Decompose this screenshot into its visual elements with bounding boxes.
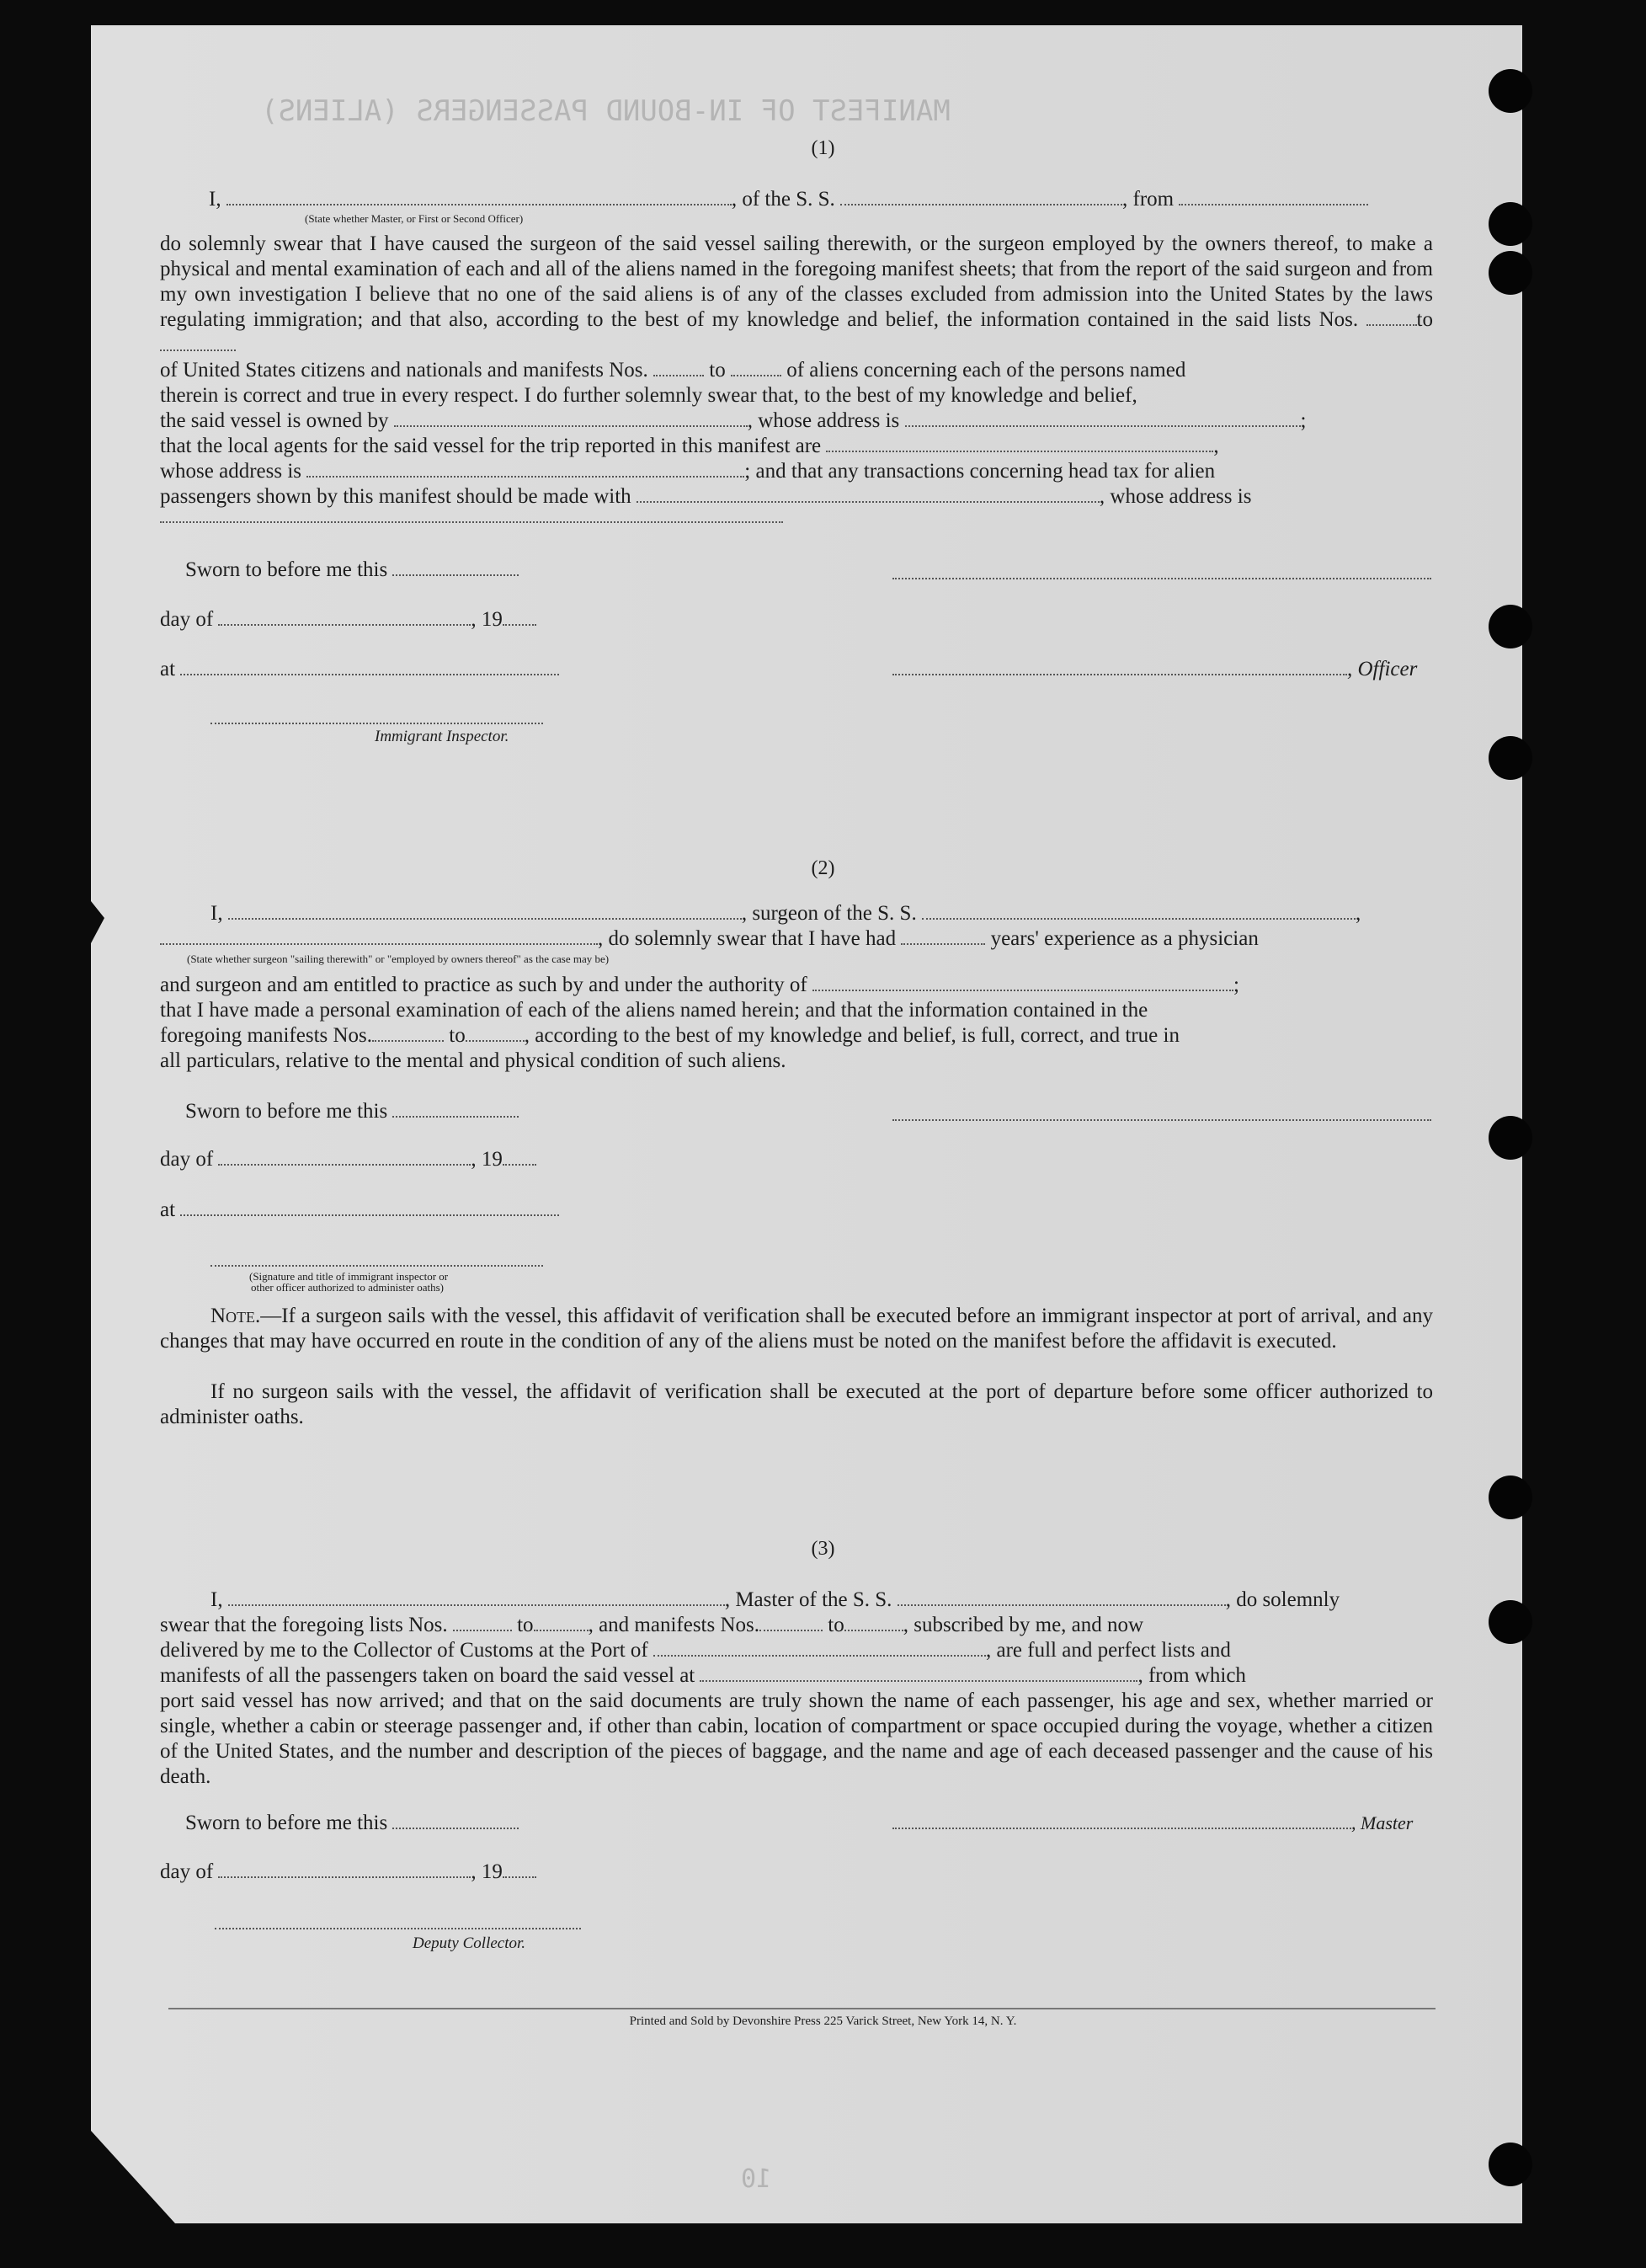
s3-manifests-all-line (160, 1663, 1246, 1689)
punch-hole (1489, 202, 1532, 246)
s2-swear-line (160, 926, 1259, 952)
s2-manifests-to-blank[interactable] (466, 1025, 525, 1042)
s1-at: at (160, 658, 176, 680)
punch-hole (1489, 736, 1532, 780)
s1-officer-blank[interactable] (226, 189, 732, 205)
s1-master-signature-blank[interactable] (892, 576, 1431, 579)
s1-at-line (160, 657, 559, 682)
s3-subscribed: , subscribed by me, and now (903, 1614, 1144, 1636)
s3-deputy-label: Deputy Collector. (413, 1934, 526, 1952)
s2-at: at (160, 1198, 176, 1221)
s1-lists-from-blank[interactable] (1366, 309, 1417, 326)
s1-manifests-to-blank[interactable] (731, 360, 781, 376)
s1-agents: that the local agents for the said vessel for the trip reported in this manifest are (160, 435, 822, 457)
s3-sworn: Sworn to before me this (185, 1812, 388, 1834)
s2-year: , 19 (471, 1148, 503, 1171)
s1-correct-line: therein is correct and true in every respect. I do further solemnly swear that, to the best of my knowledge and belief, (160, 384, 1137, 407)
s1-whose: , whose address is (747, 409, 900, 432)
s3-manifests-from-blank[interactable] (759, 1614, 823, 1631)
s1-day-of: day of (160, 608, 214, 631)
s3-year-blank[interactable] (503, 1861, 536, 1878)
s1-sworn-blank[interactable] (392, 559, 519, 576)
s1-head-tax: ; and that any transactions concerning head tax for alien (744, 460, 1216, 483)
s3-day-line (160, 1860, 536, 1885)
s1-officer-label: , Officer (1347, 658, 1418, 680)
s2-vessel-blank[interactable] (922, 903, 1356, 920)
punch-hole (1489, 605, 1532, 648)
s1-owned: the said vessel is owned by (160, 409, 389, 432)
s2-note2-paragraph: If no surgeon sails with the vessel, the affidavit of verification shall be executed at the port of departure before some officer authorized to administer oaths. (160, 1380, 1433, 1428)
s2-intro-line: I, , surgeon of the S. S. , (210, 902, 1361, 925)
s3-master-label: , Master (1351, 1812, 1414, 1833)
s1-vessel-blank[interactable] (840, 189, 1122, 205)
s1-to: to (1416, 308, 1433, 331)
s2-years-blank[interactable] (901, 928, 985, 945)
s1-whose2-line (160, 459, 1215, 484)
s1-address-blank[interactable] (160, 520, 783, 523)
s2-i: I, (210, 902, 223, 925)
s1-agents-address-blank[interactable] (306, 461, 744, 478)
s2-day-line (160, 1147, 536, 1172)
s3-master-signature-blank[interactable] (892, 1812, 1351, 1829)
s2-authority-blank[interactable] (812, 974, 1233, 991)
s3-lists-from-blank[interactable] (453, 1614, 512, 1631)
s2-sailing-status-blank[interactable] (160, 928, 598, 945)
punch-hole (1489, 1476, 1532, 1519)
s1-inspector-signature-blank[interactable] (210, 721, 543, 724)
s1-year-blank[interactable] (503, 609, 536, 626)
punch-hole (1489, 69, 1532, 113)
s1-state-note: (State whether Master, or First or Second Officer) (305, 212, 524, 225)
s1-i: I, (209, 188, 221, 211)
s1-agents-line: that the local agents for the said vessel for the trip reported in this manifest are , (160, 435, 1219, 457)
s1-from: , from (1122, 188, 1175, 211)
punch-hole (1489, 1600, 1532, 1644)
s3-delivered: delivered by me to the Collector of Customs at the Port of (160, 1639, 648, 1662)
s2-sig-note-1: (Signature and title of immigrant inspector or (249, 1270, 449, 1283)
s3-paragraph: port said vessel has now arrived; and that on the said documents are truly shown the name of each passenger, his age and sex, whether married or single, whether a cabin or steerage passenger and, if other than cabin, location of compartment or space occupied during the voyage, whether a citizen of the United States, and the number and description of the pieces of baggage, and the name and age of each deceased passenger and the cause of his death. (160, 1689, 1433, 1788)
punch-hole (1489, 2143, 1532, 2186)
s1-owner-address-blank[interactable] (905, 410, 1301, 427)
s1-at-blank[interactable] (180, 659, 559, 675)
s1-officer-signature-blank[interactable] (892, 659, 1347, 675)
s1-manifests-from-blank[interactable] (653, 360, 704, 376)
s1-inspector-label: Immigrant Inspector. (375, 728, 509, 745)
s2-exam-line: that I have made a personal examination of each of the aliens named herein; and that the information contained in the (160, 999, 1148, 1022)
s3-lists-to-blank[interactable] (534, 1614, 589, 1631)
s1-passengers: passengers shown by this manifest should be made with (160, 485, 631, 508)
s1-oath-paragraph (160, 232, 1433, 358)
s1-head-tax-blank[interactable] (637, 486, 1100, 503)
s3-to2: to (828, 1614, 844, 1636)
s1-day-blank[interactable] (218, 609, 471, 626)
s3-master-line (892, 1811, 1413, 1836)
s3-delivered-line (160, 1638, 1231, 1663)
s2-note-paragraph (160, 1304, 1433, 1354)
s2-year-blank[interactable] (503, 1149, 536, 1166)
s1-citizens: of United States citizens and nationals and manifests Nos. (160, 359, 648, 382)
footer-rule (168, 2008, 1436, 2009)
s1-agents-blank[interactable] (826, 435, 1213, 452)
s1-owned-line: the said vessel is owned by , whose address is ; (160, 409, 1307, 432)
s1-owner-blank[interactable] (394, 410, 748, 427)
s2-surgeon-name-blank[interactable] (228, 903, 742, 920)
s3-from-which: , from which (1137, 1664, 1246, 1687)
s2-sig-note-2: other officer authorized to administer oaths) (251, 1281, 444, 1294)
s2-note-label: Note. (210, 1305, 261, 1327)
s3-full: , are full and perfect lists and (986, 1639, 1231, 1662)
section-3-number: (3) (811, 1538, 835, 1560)
s2-authority: and surgeon and am entitled to practice as such by and under the authority of (160, 974, 807, 996)
s1-year: , 19 (471, 608, 503, 631)
bleed-through-header: MANIFEST OF IN-BOUND PASSENGERS (ALIENS) (261, 94, 951, 128)
s3-swear-line (160, 1613, 1143, 1638)
s3-year: , 19 (471, 1860, 503, 1883)
s2-day-blank[interactable] (218, 1149, 471, 1166)
s1-passengers-line (160, 484, 1251, 510)
s3-port-blank[interactable] (653, 1640, 986, 1657)
s2-years: years' experience as a physician (990, 927, 1259, 950)
s2-sworn-blank[interactable] (392, 1101, 519, 1118)
s1-whose2: whose address is (160, 460, 302, 483)
s2-surgeon-signature-blank[interactable] (892, 1118, 1431, 1121)
printer-credit: Printed and Sold by Devonshire Press 225 Varick Street, New York 14, N. Y. (629, 2015, 1017, 2028)
s2-sworn: Sworn to before me this (185, 1100, 388, 1123)
s3-vessel-blank[interactable] (898, 1589, 1226, 1606)
s3-i: I, (210, 1588, 223, 1611)
s2-swear: , do solemnly swear that I have had (598, 927, 897, 950)
s3-do-solemnly: , do solemnly (1225, 1588, 1340, 1611)
s2-state-note: (State whether surgeon "sailing therewith" or "employed by owners thereof" as the case may be) (187, 953, 610, 965)
s3-to: to (517, 1614, 534, 1636)
s3-manifests-to-blank[interactable] (844, 1614, 903, 1631)
s2-at-line (160, 1198, 559, 1223)
s3-master-name-blank[interactable] (228, 1589, 725, 1606)
s1-lists-to-blank[interactable] (160, 334, 236, 351)
s3-deputy-signature-blank[interactable] (215, 1926, 581, 1929)
section-1-number: (1) (811, 137, 835, 159)
s1-officer-line (892, 657, 1417, 682)
s2-manifests-from-blank[interactable] (372, 1025, 444, 1042)
s1-oath-text: do solemnly swear that I have caused the surgeon of the said vessel sailing therewith, or the surgeon employed by the owners thereof, to make a physical and mental examination of each and all of the aliens named in the foregoing manifest sheets; that from the report of the said surgeon and from my own investigation I believe that no one of the said aliens is of any of the classes excluded from admission into the United States by the laws regulating immigration; and that also, according to the best of my knowledge and belief, the information contained in the said lists Nos. (160, 232, 1433, 331)
s2-to: to (449, 1024, 466, 1047)
s1-to2: to (709, 359, 726, 382)
s1-whose3: , whose address is (1099, 485, 1252, 508)
s1-sworn: Sworn to before me this (185, 558, 388, 581)
s3-swear: swear that the foregoing lists Nos. (160, 1614, 448, 1636)
s2-authority-line: and surgeon and am entitled to practice as such by and under the authority of ; (160, 974, 1239, 996)
s2-day-of: day of (160, 1148, 214, 1171)
s2-all-line: all particulars, relative to the mental and physical condition of such aliens. (160, 1049, 786, 1072)
s3-port-taken-blank[interactable] (700, 1665, 1137, 1682)
s2-sworn-line (185, 1099, 519, 1124)
s2-surgeon-of: , surgeon of the S. S. (741, 902, 917, 925)
s2-at-blank[interactable] (180, 1199, 559, 1216)
s3-manifests: , and manifests Nos. (588, 1614, 760, 1636)
s3-sworn-line (185, 1811, 519, 1836)
s2-foregoing: foregoing manifests Nos. (160, 1024, 373, 1047)
s1-from-blank[interactable] (1179, 189, 1368, 205)
s2-foregoing-line (160, 1023, 1180, 1049)
s1-aliens: of aliens concerning each of the persons named (786, 359, 1186, 382)
s2-inspector-signature-blank[interactable] (210, 1263, 543, 1267)
s1-citizens-line (160, 358, 1185, 383)
s1-of-ss: , of the S. S. (731, 188, 835, 211)
punch-hole (1489, 1116, 1532, 1160)
s3-day-blank[interactable] (218, 1861, 471, 1878)
s1-day-line (160, 607, 536, 632)
bleed-through-page-mark: 10 (741, 2164, 772, 2194)
s3-day-of: day of (160, 1860, 214, 1883)
s3-sworn-blank[interactable] (392, 1812, 519, 1829)
s1-intro-line (209, 187, 1368, 212)
s1-sworn-line (185, 558, 519, 583)
s2-note-text: —If a surgeon sails with the vessel, this affidavit of verification shall be executed before an immigrant inspector at port of arrival, and any changes that may have occurred en route in the condition of any of the aliens must be noted on the manifest before the affidavit is executed. (160, 1305, 1433, 1353)
s3-master-of: , Master of the S. S. (724, 1588, 892, 1611)
s3-intro-line (210, 1588, 1340, 1613)
section-2-number: (2) (811, 857, 835, 879)
s2-according: , according to the best of my knowledge and belief, is full, correct, and true in (524, 1024, 1180, 1047)
punch-hole (1489, 251, 1532, 295)
s3-manifests-all: manifests of all the passengers taken on board the said vessel at (160, 1664, 695, 1687)
